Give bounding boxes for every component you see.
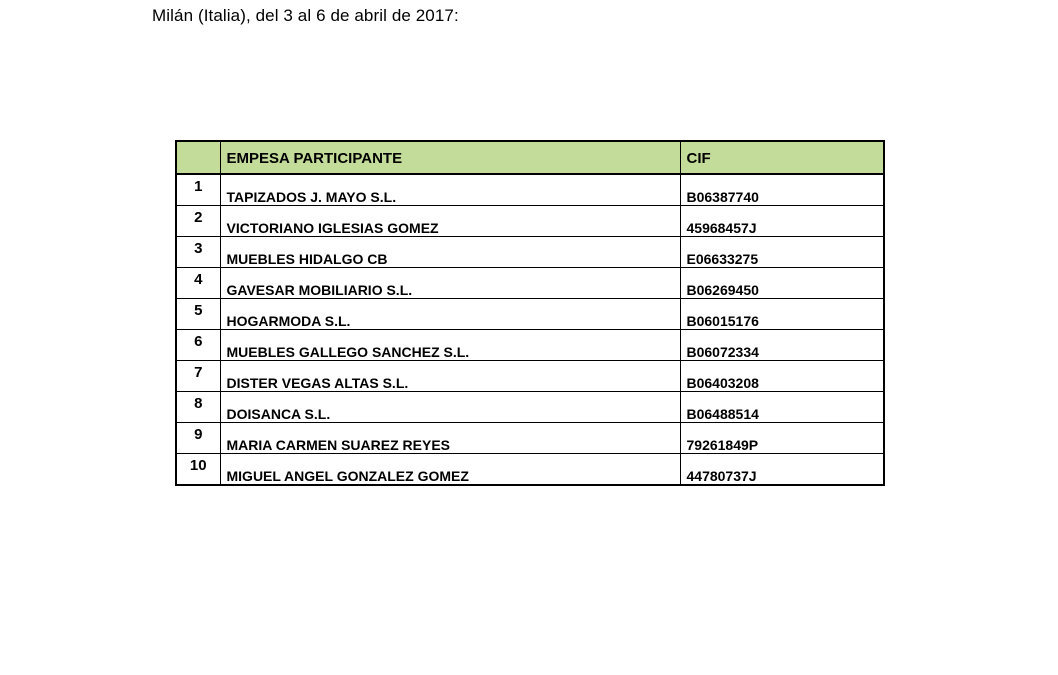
row-cif: B06269450 <box>680 268 884 299</box>
header-company: EMPESA PARTICIPANTE <box>220 141 680 174</box>
row-number: 4 <box>176 268 220 299</box>
table-row <box>176 206 884 237</box>
table-row <box>176 423 884 454</box>
row-company: HOGARMODA S.L. <box>220 299 680 330</box>
table-row <box>176 299 884 330</box>
row-number: 8 <box>176 392 220 423</box>
row-company: MUEBLES GALLEGO SANCHEZ S.L. <box>220 330 680 361</box>
header-cif: CIF <box>680 141 884 174</box>
row-company: DISTER VEGAS ALTAS S.L. <box>220 361 680 392</box>
row-number: 9 <box>176 423 220 454</box>
row-cif: B06072334 <box>680 330 884 361</box>
header-number <box>176 141 220 174</box>
row-company: DOISANCA S.L. <box>220 392 680 423</box>
row-number: 10 <box>176 454 220 486</box>
row-cif: E06633275 <box>680 237 884 268</box>
row-cif: B06387740 <box>680 174 884 206</box>
participants-table <box>175 140 885 486</box>
row-cif: B06403208 <box>680 361 884 392</box>
row-cif: 79261849P <box>680 423 884 454</box>
row-number: 3 <box>176 237 220 268</box>
row-number: 5 <box>176 299 220 330</box>
row-cif: 44780737J <box>680 454 884 486</box>
table-row <box>176 454 884 486</box>
row-company: TAPIZADOS J. MAYO S.L. <box>220 174 680 206</box>
row-company: VICTORIANO IGLESIAS GOMEZ <box>220 206 680 237</box>
table-row <box>176 237 884 268</box>
row-number: 1 <box>176 174 220 206</box>
table-body <box>176 174 884 485</box>
table-row <box>176 174 884 206</box>
row-number: 2 <box>176 206 220 237</box>
table-row <box>176 330 884 361</box>
intro-text: Milán (Italia), del 3 al 6 de abril de 2017: <box>152 6 459 25</box>
row-cif: B06488514 <box>680 392 884 423</box>
row-company: MARIA CARMEN SUAREZ REYES <box>220 423 680 454</box>
table-row <box>176 392 884 423</box>
table-header-row <box>176 141 884 174</box>
table-row <box>176 268 884 299</box>
row-cif: B06015176 <box>680 299 884 330</box>
row-number: 6 <box>176 330 220 361</box>
row-number: 7 <box>176 361 220 392</box>
row-company: GAVESAR MOBILIARIO S.L. <box>220 268 680 299</box>
table-row <box>176 361 884 392</box>
row-company: MIGUEL ANGEL GONZALEZ GOMEZ <box>220 454 680 486</box>
row-cif: 45968457J <box>680 206 884 237</box>
row-company: MUEBLES HIDALGO CB <box>220 237 680 268</box>
